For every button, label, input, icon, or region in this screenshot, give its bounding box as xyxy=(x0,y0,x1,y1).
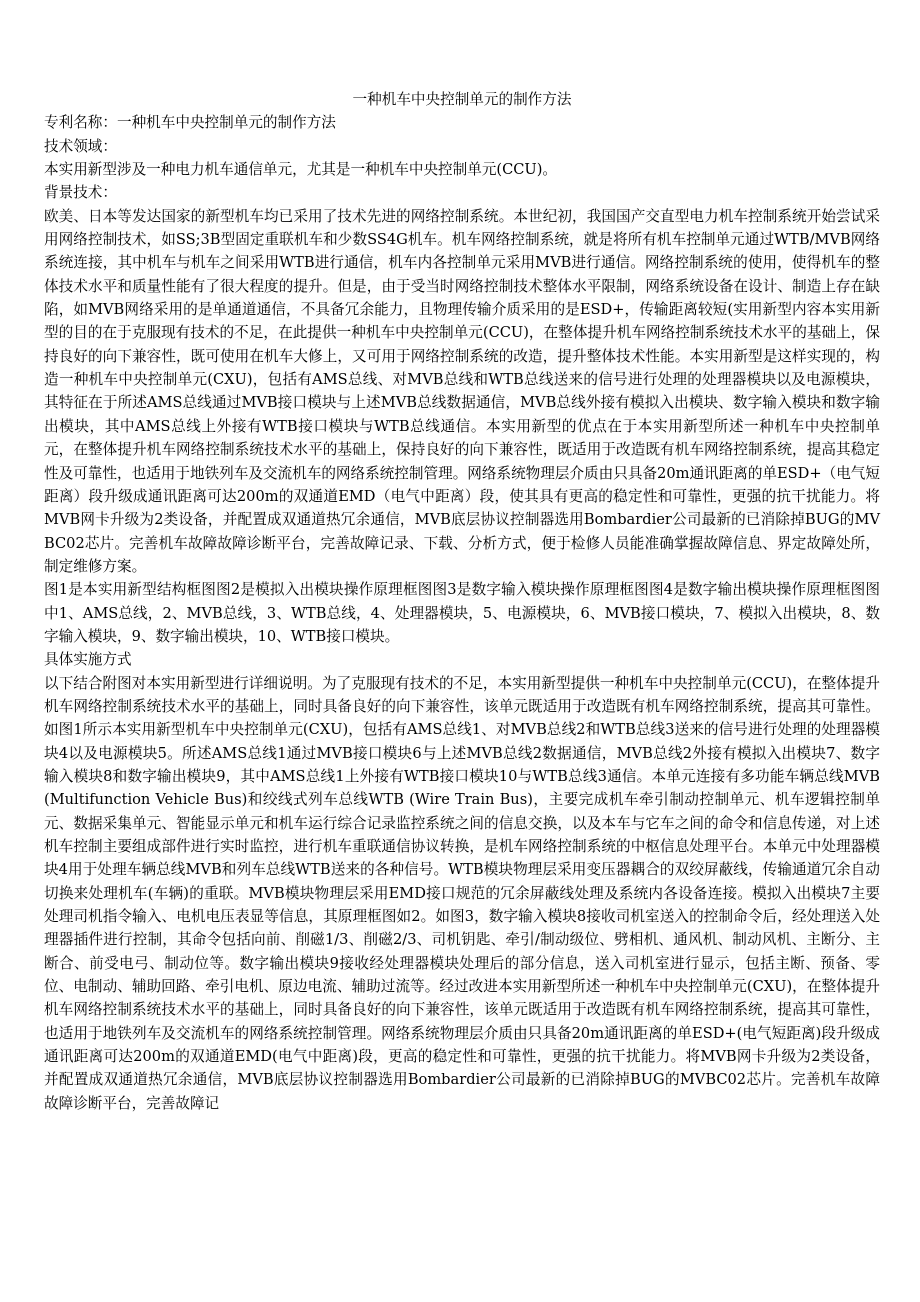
background-heading: 背景技术： xyxy=(44,184,117,202)
document-page xyxy=(44,88,880,1115)
document-title: 一种机车中央控制单元的制作方法 xyxy=(352,91,572,108)
tech-field-heading: 技术领域： xyxy=(44,137,117,155)
background-paragraph: 欧美、日本等发达国家的新型机车均已采用了技术先进的网络控制系统。本世纪初，我国国产交直型电力机车控制系统开始尝试采用网络控制技术，如SS;3B型固定重联机车和少数SS4G机车。机车网络控制系统，就是将所有机车控制单元通过WTB/MVB网络系统连接，其中机车与机车之间采用WTB进行通信，机车内各控制单元采用MVB进行通信。网络控制系统的使用，使得机车的整体技术水平和质量性能有了很大程度的提升。但是，由于受当时网络控制技术整体水平限制，网络系统设备在设计、制造上存在缺陷，如MVB网络采用的是单通道通信，不具备冗余能力，且物理传输介质采用的是ESD+，传输距离较短(实用新型内容本实用新型的目的在于克服现有技术的不足，在此提供一种机车中央控制单元(CCU)，在整体提升机车网络控制系统技术水平的基础上，保持良好的向下兼容性，既可使用在机车大修上，又可用于网络控制系统的改造，提升整体技术性能。本实用新型是这样实现的，构造一种机车中央控制单元(CXU)，包括有AMS总线、对MVB总线和WTB总线送来的信号进行处理的处理器模块以及电源模块，其特征在于所述AMS总线通过MVB接口模块与上述MVB总线数据通信，MVB总线外接有模拟入出模块、数字输入模块和数字输出模块，其中AMS总线上外接有WTB接口模块与WTB总线通信。本实用新型的优点在于本实用新型所述一种机车中央控制单元，在整体提升机车网络控制系统技术水平的基础上，保持良好的向下兼容性，既适用于改造既有机车网络控制系统，提高其稳定性及可靠性，也适用于地铁列车及交流机车的网络系统控制管理。网络系统物理层介质由只具备20m通讯距离的单ESD+（电气短距离）段升级成通讯距离可达200m的双通道EMD（电气中距离）段，使其具有更高的稳定性和可靠性，更强的抗干扰能力。将MVB网卡升级为2类设备，并配置成双通道热冗余通信，MVB底层协议控制器选用Bombardier公司最新的已消除掉BUG的MVBC02芯片。完善机车故障故障诊断平台，完善故障记录、下载、分析方式，便于检修人员能准确掌握故障信息、界定故障处所，制定维修方案。 xyxy=(44,207,880,575)
embodiment-heading: 具体实施方式 xyxy=(44,651,132,669)
embodiment-paragraph: 以下结合附图对本实用新型进行详细说明。为了克服现有技术的不足，本实用新型提供一种机车中央控制单元(CCU)，在整体提升机车网络控制系统技术水平的基础上，同时具备良好的向下兼容性，该单元既适用于改造既有机车网络控制系统，提高其可靠性。如图1所示本实用新型机车中央控制单元(CXU)，包括有AMS总线1、对MVB总线2和WTB总线3送来的信号进行处理的处理器模块4以及电源模块5。所述AMS总线1通过MVB接口模块6与上述MVB总线2数据通信，MVB总线2外接有模拟入出模块7、数字输入模块8和数字输出模块9，其中AMS总线1上外接有WTB接口模块10与WTB总线3通信。本单元连接有多功能车辆总线MVB (Multifunction Vehicle Bus)和绞线式列车总线WTB (Wire Train Bus)，主要完成机车牵引制动控制单元、机车逻辑控制单元、数据采集单元、智能显示单元和机车运行综合记录监控系统之间的信息交换，以及本车与它车之间的命令和信息传递，对上述机车控制主要组成部件进行实时监控，进行机车重联通信协议转换，是机车网络控制系统的中枢信息处理平台。本单元中处理器模块4用于处理车辆总线MVB和列车总线WTB送来的各种信号。WTB模块物理层采用变压器耦合的双绞屏蔽线，传输通道冗余自动切换来处理机车(车辆)的重联。MVB模块物理层采用EMD接口规范的冗余屏蔽线处理及系统内各设备连接。模拟入出模块7主要处理司机指令输入、电机电压表显等信息，其原理框图如2。如图3，数字输入模块8接收司机室送入的控制命令后，经处理送入处理器插件进行控制，其命令包括向前、削磁1/3、削磁2/3、司机钥匙、牵引/制动级位、劈相机、通风机、制动风机、主断分、主断合、前受电弓、制动位等。数字输出模块9接收经处理器模块处理后的部分信息，送入司机室进行显示，包括主断、预备、零位、电制动、辅助回路、牵引电机、原边电流、辅助过流等。经过改进本实用新型所述一种机车中央控制单元(CXU)，在整体提升机车网络控制系统技术水平的基础上，同时具备良好的向下兼容性，该单元既适用于改造既有机车网络控制系统，提高其可靠性，也适用于地铁列车及交流机车的网络系统控制管理。网络系统物理层介质由只具备20m通讯距离的单ESD+(电气短距离)段升级成通讯距离可达200m的双通道EMD(电气中距离)段，更高的稳定性和可靠性，更强的抗干扰能力。将MVB网卡升级为2类设备，并配置成双通道热冗余通信，MVB底层协议控制器选用Bombardier公司最新的已消除掉BUG的MVBC02芯片。完善机车故障故障诊断平台，完善故障记 xyxy=(44,674,880,1112)
figures-paragraph: 图1是本实用新型结构框图图2是模拟入出模块操作原理框图图3是数字输入模块操作原理框图图4是数字输出模块操作原理框图图中1、AMS总线，2、MVB总线，3、WTB总线，4、处理器模块，5、电源模块，6、MVB接口模块，7、模拟入出模块，8、数字输入模块，9、数字输出模块，10、WTB接口模块。 xyxy=(44,581,880,645)
tech-field-text: 本实用新型涉及一种电力机车通信单元，尤其是一种机车中央控制单元(CCU)。 xyxy=(44,161,558,179)
patent-name: 专利名称：一种机车中央控制单元的制作方法 xyxy=(44,114,336,132)
